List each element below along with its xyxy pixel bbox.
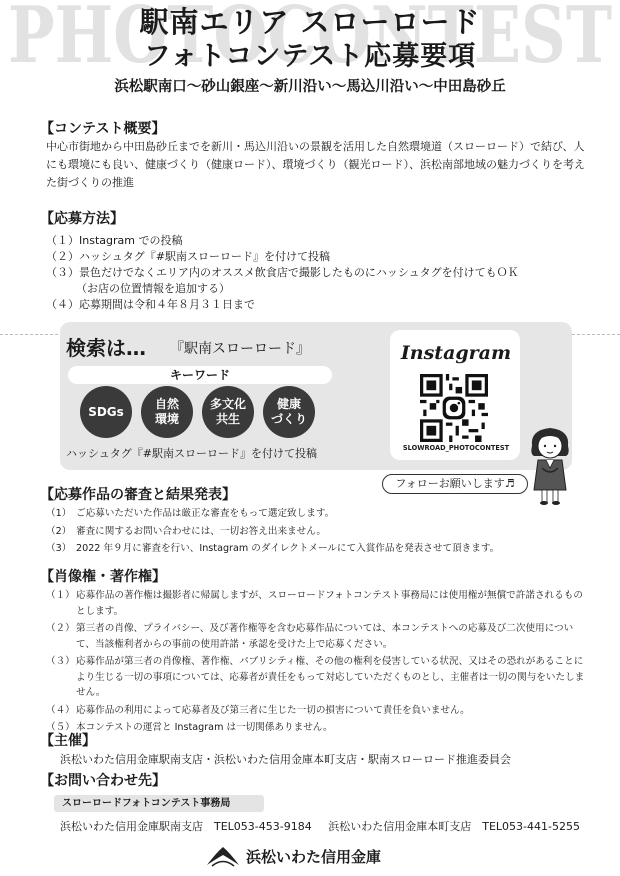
list-item: （3） 2022 年９月に審査を行い、Instagram のダイレクトメールにて入賞作品を発表させて頂きます。 [46, 543, 500, 554]
contact-heading: 【お問い合わせ先】 [40, 773, 166, 789]
list-item: （２） ハッシュタグ『#駅南スローロード』を付けて投稿 [46, 250, 330, 263]
keyword-circle-sdgs: SDGs [80, 386, 132, 438]
overview-body: 中心市街地から中田島砂丘までを新川・馬込川沿いの景観を活用した自然環境道（スローロード）で結び、人にも環境にも良い、健康づくり（健康ロード）、環境づくり（観光ロード）、浜松南部地域の魅力づくりを考えた街づくりの推進 [46, 140, 585, 189]
method-heading: 【応募方法】 [40, 211, 124, 227]
follow-bubble: フォローお願いします♬ [382, 474, 528, 494]
organizer-text: 浜松いわた信用金庫駅南支店・浜松いわた信用金庫本町支店・駅南スローロード推進委員会 [60, 753, 511, 766]
watermark-text: PHOTOCONTEST [8, 2, 612, 66]
office-label: スローロードフォトコンテスト事務局 [54, 795, 264, 812]
review-heading: 【応募作品の審査と結果発表】 [40, 487, 236, 503]
review-list [46, 506, 586, 559]
list-item: （３） 応募作品が第三者の肖像権、著作権、パブリシティ権、その他の権利を侵害している状況、又はその恐れがあることにより生じる一切の事項については、応募者が責任をもって対応していただくものとし、主催者は一切の関与をいたしません。 [46, 656, 585, 698]
overview-heading: 【コンテスト概要】 [40, 121, 166, 137]
rights-heading: 【肖像権・著作権】 [40, 569, 166, 585]
keyword-circle-multicultural: 多文化 共生 [202, 386, 254, 438]
title-line1: 駅南エリア スローロード [139, 5, 481, 39]
list-item: （1） ご応募いただいた作品は厳正な審査をもって選定致します。 [46, 508, 335, 519]
list-item: （５） 本コンテストの運営と Instagram は一切関係ありません。 [46, 722, 333, 733]
footer-logo [206, 844, 406, 868]
instagram-handle: SLOWROAD_PHOTOCONTEST [402, 444, 510, 452]
rights-list [46, 588, 586, 738]
search-keyword: 『駅南スローロード』 [170, 341, 310, 357]
keyword-circle-nature: 自然 環境 [141, 386, 193, 438]
list-item: （１） 応募作品の著作権は撮影者に帰属しますが、スローロードフォトコンテスト事務局には使用権が無償で許諾されるものとします。 [46, 590, 583, 617]
route-subtitle: 浜松駅南口〜砂山銀座〜新川沿い〜馬込川沿い〜中田島砂丘 [114, 79, 506, 95]
girl-illustration-icon [526, 424, 574, 506]
list-item: （2） 審査に関するお問い合わせには、一切お答え出来ません。 [46, 525, 327, 537]
search-label: 検索は… [66, 336, 146, 360]
keyword-header: キーワード [68, 366, 332, 384]
organizer-heading: 【主催】 [40, 733, 96, 749]
instagram-logo: Instagram [400, 342, 512, 364]
branch1-contact: 浜松いわた信用金庫駅南支店 TEL053-453-9184 [60, 820, 312, 833]
contact-lines [60, 818, 580, 834]
header [0, 4, 620, 98]
branch2-contact: 浜松いわた信用金庫本町支店 TEL053-441-5255 [328, 820, 580, 833]
qr-code-icon[interactable] [420, 374, 488, 442]
list-item: （１） Instagram での投稿 [46, 234, 183, 247]
list-item: （２） 第三者の肖像、プライバシー、及び著作権等を含む応募作品については、本コンテストへの応募及び二次使用について、当該権利者からの事前の使用許諾・承認を受けた上で応募ください。 [46, 623, 574, 650]
method-list [46, 233, 586, 313]
list-item: （お店の位置情報を追加する） [76, 282, 230, 295]
list-item: （３） 景色だけでなくエリア内のオススメ飲食店で撮影したものにハッシュタグを付けてもＯＫ [46, 266, 519, 279]
hashtag-note: ハッシュタグ『#駅南スローロード』を付けて投稿 [66, 447, 317, 460]
list-item: （４） 応募作品の利用によって応募者及び第三者に生じた一切の損害について責任を負いません。 [46, 704, 470, 716]
list-item: （４） 応募期間は令和４年８月３１日まで [46, 298, 255, 311]
bank-logo-icon [206, 845, 240, 867]
keyword-circle-health: 健康 づくり [263, 386, 315, 438]
title-line2: フォトコンテスト応募要項 [143, 41, 477, 72]
bank-name: 浜松いわた信用金庫 [246, 847, 382, 866]
